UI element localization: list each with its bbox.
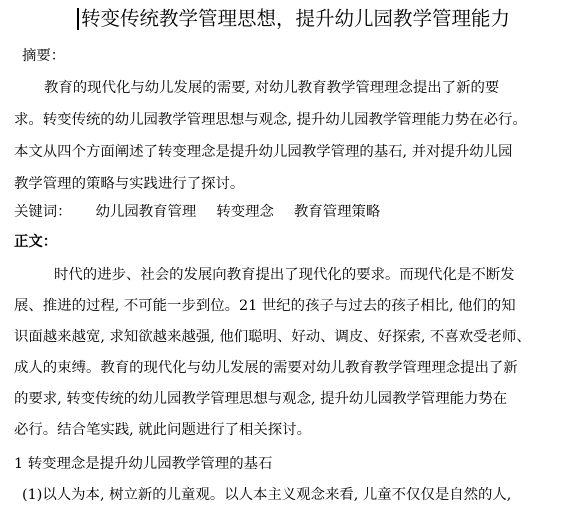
keyword: 幼儿园教育管理 (95, 204, 197, 220)
keywords-row (14, 202, 380, 222)
point-line: (1)以人为本, 树立新的儿童观。以人本主义观念来看, 儿童不仅仅是自然的人, (22, 487, 512, 503)
abstract-line: 本文从四个方面阐述了转变理念是提升幼儿园教学管理的基石, 并对提升幼儿园 (14, 144, 513, 160)
body-line: 展、推进的过程, 不可能一步到位。21 世纪的孩子与过去的孩子相比, 他们的知 (14, 298, 516, 314)
section-heading: 1 转变理念是提升幼儿园教学管理的基石 (14, 456, 273, 472)
body-line: 成人的束缚。教育的现代化与幼儿发展的需要对幼儿教育教学管理理念提出了新 (14, 360, 518, 376)
abstract-label: 摘要： (22, 48, 66, 64)
body-line: 时代的进步、社会的发展向教育提出了现代化的要求。而现代化是不断发 (54, 267, 515, 283)
keyword: 转变理念 (216, 204, 274, 220)
body-line: 的要求, 转变传统的幼儿园教学管理思想与观念, 提升幼儿园教学管理能力势在 (14, 391, 508, 407)
body-label: 正文： (14, 233, 58, 250)
keyword: 教育管理策略 (293, 204, 381, 220)
article-title: 转变传统教学管理思想，提升幼儿园教学管理能力 (81, 7, 511, 30)
abstract-line: 教学管理的策略与实践进行了探讨。 (14, 176, 245, 192)
keywords-label: 关键词： (14, 204, 72, 220)
body-line: 必行。结合笔实践, 就此问题进行了相关探讨。 (14, 422, 311, 438)
abstract-line: 求。转变传统的幼儿园教学管理思想与观念, 提升幼儿园教学管理能力势在必行。 (14, 112, 527, 128)
body-line: 识面越来越宽, 求知欲越来越强, 他们聪明、好动、调皮、好探索, 不喜欢受老师、 (14, 329, 531, 345)
abstract-line: 教育的现代化与幼儿发展的需要, 对幼儿教育教学管理理念提出了新的要 (44, 80, 500, 96)
text-cursor (77, 8, 79, 30)
